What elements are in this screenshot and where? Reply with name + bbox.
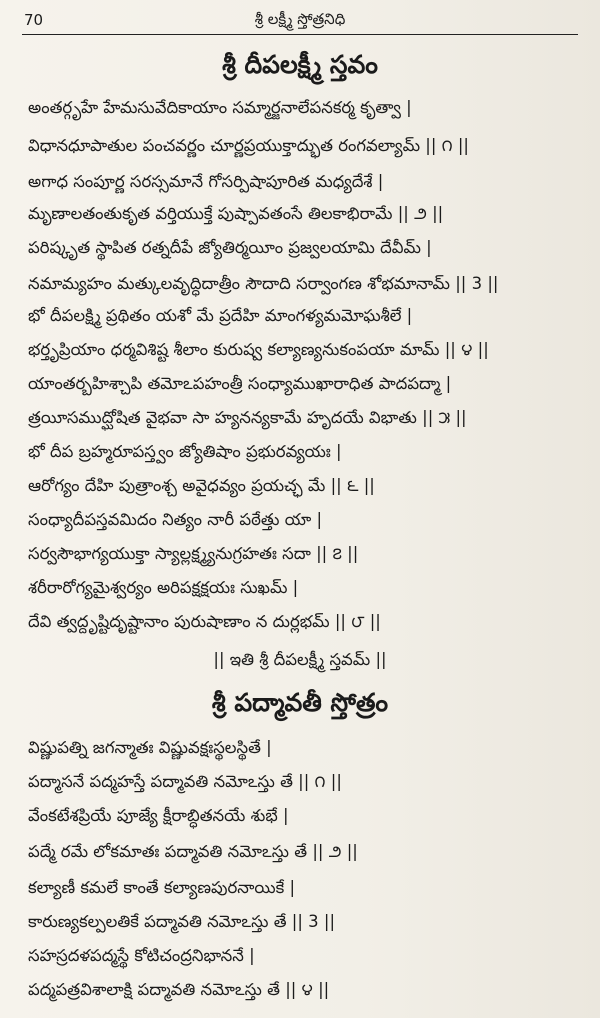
colophon: || ఇతి శ్రీ దీపలక్ష్మీ స్తవమ్ ||	[213, 650, 387, 669]
verse-line: త్రయీసముద్ఘోషిత వైభవా సా హ్యనన్యకామే హృదయే విభాతు || ౫ ||	[28, 408, 467, 427]
verse-line: వేంకటేశప్రియే పూజ్యే క్షీరాబ్ధితనయే శుభే |	[28, 806, 289, 825]
verse-line: ఆరోగ్యం దేహి పుత్రాంశ్చ అవైధవ్యం ప్రయచ్ఛ మే || ౬ ||	[28, 476, 375, 495]
verse-line: సర్వసౌభాగ్యయుక్తా స్యాల్లక్ష్మ్యనుగ్రహతః సదా || ౭ ||	[28, 544, 359, 563]
verse-line: సంధ్యాదీపస్తవమిదం నిత్యం నారీ పఠేత్తు యా |	[28, 510, 323, 529]
page-number: 70	[24, 11, 44, 29]
verse-line: యాంతర్బహిశ్చాపి తమోఽపహంత్రీ సంధ్యాముఖారాధిత పాదపద్మా |	[28, 374, 452, 393]
running-head: శ్రీ లక్ష్మీ స్తోత్రనిధి	[254, 10, 346, 28]
verse-line: అంతర్గృహే హేమసువేదికాయాం సమ్మార్జనాలేపనకర్మ కృత్వా |	[28, 98, 412, 117]
verse-line: పద్మాసనే పద్మహస్తే పద్మావతి నమోఽస్తు తే || ౧ ||	[28, 772, 342, 791]
verse-line: శరీరారోగ్యమైశ్వర్యం అరిపక్షక్షయః సుఖమ్ |	[28, 578, 299, 597]
section-title-deepalakshmi: శ్రీ దీపలక్ష్మీ స్తవం	[222, 50, 378, 79]
verse-line: సహస్రదళపద్మస్థే కోటిచంద్రనిభాననే |	[28, 946, 255, 965]
verse-line: పరిష్కృత స్థాపిత రత్నదీపే జ్యోతిర్మయీం ప్రజ్వలయామి దేవీమ్ |	[28, 238, 432, 257]
verse-line: భో దీపలక్ష్మి ప్రథితం యశో మే ప్రదేహి మాంగళ్యమమోఘశీలే |	[28, 306, 413, 325]
verse-line: విష్ణుపత్ని జగన్మాతః విష్ణువక్షఃస్థలస్థితే |	[28, 738, 272, 757]
verse-line: పద్మే రమే లోకమాతః పద్మావతి నమోఽస్తు తే || ౨ ||	[28, 842, 358, 861]
verse-line: అగాధ సంపూర్ణ సరస్సమానే గోసర్పిషాపూరిత మధ్యదేశే |	[28, 172, 384, 191]
page-header	[22, 6, 578, 35]
verse-line: కారుణ్యకల్పలతికే పద్మావతి నమోఽస్తు తే || 3 ||	[28, 912, 336, 931]
verse-line: దేవి త్వద్దృష్టిదృష్టానాం పురుషాణాం న దుర్లభమ్ || ౮ ||	[28, 612, 381, 631]
section-title-padmavati: శ్రీ పద్మావతీ స్తోత్రం	[211, 688, 389, 717]
verse-line: పద్మపత్రవిశాలాక్షి పద్మావతి నమోఽస్తు తే || ౪ ||	[28, 980, 330, 999]
verse-line: భో దీప బ్రహ్మరూపస్త్వం జ్యోతిషాం ప్రభురవ్యయః |	[28, 442, 342, 461]
verse-line: భర్తృప్రియాం ధర్మవిశిష్ట శీలాం కురుష్వ కల్యాణ్యనుకంపయా మామ్ || ౪ ||	[28, 340, 489, 359]
verse-line: విధానధూపాతుల పంచవర్ణం చూర్ణప్రయుక్తాద్భుత రంగవల్యామ్ || ౧ ||	[28, 136, 469, 155]
verse-line: మృణాలతంతుకృత వర్తియుక్తే పుష్పావతంసే తిలకాభిరామే || ౨ ||	[28, 204, 444, 223]
verse-line: కల్యాణీ కమలే కాంతే కల్యాణపురనాయికే |	[28, 878, 296, 897]
verse-line: నమామ్యహం మత్కులవృద్ధిదాత్రీం సౌదాది సర్వాంగణ శోభమానామ్ || 3 ||	[28, 274, 499, 293]
